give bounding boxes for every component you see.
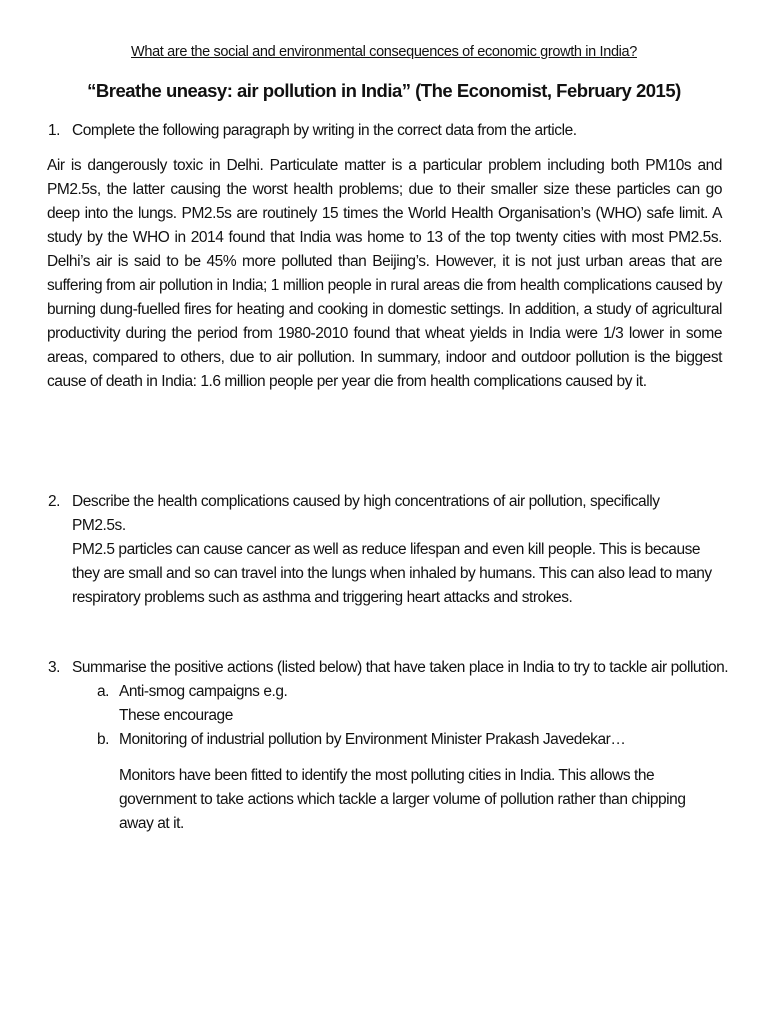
question-number: 3. [48,659,61,676]
sub-item-b [97,728,732,836]
document-title: What are the social and environmental consequences of economic growth in India? [131,44,637,60]
question-prompt: Summarise the positive actions (listed below) that have taken place in India to try to tackle air pollution. [72,659,729,676]
sub-item-answer: Monitors have been fitted to identify the most polluting cities in India. This allows the government to take actions which tackle a larger volume of pollution rather than chipping away at it. [119,767,686,832]
question-1-answer-paragraph: Air is dangerously toxic in Delhi. Particulate matter is a particular problem including both PM10s and PM2.5s, the latter causing the worst health problems; due to their smaller size these particles can go deep into the lungs. PM2.5s are routinely 15 times the World Health Organisation’s (WHO) safe limit. A study by the WHO in 2014 found that India was home to 13 of the top twenty cities with most PM2.5s. Delhi’s air is said to be 45% more polluted than Beijing’s. However, it is not just urban areas that are suffering from air pollution in India; 1 million people in rural areas die from health complications caused by burning dung-fuelled fires for heating and cooking in domestic settings. In addition, a study of agricultural productivity during the period from 1980-2010 found that wheat yields in India were 1/3 lower in some areas, compared to others, due to air pollution. In summary, indoor and outdoor pollution is the biggest cause of death in India: 1.6 million people per year die from health complications caused by it. [47,157,722,390]
question-prompt: Complete the following paragraph by writing in the correct data from the article. [72,122,577,139]
question-3 [48,656,732,836]
question-1 [48,119,732,143]
question-answer: PM2.5 particles can cause cancer as well as reduce lifespan and even kill people. This is because they are small and so can travel into the lungs when inhaled by humans. This can also lead to many respiratory problems such as asthma and triggering heart attacks and strokes. [72,541,712,606]
question-number: 2. [48,493,61,510]
article-heading: “Breathe uneasy: air pollution in India” (The Economist, February 2015) [87,80,681,101]
question-prompt: Describe the health complications caused by high concentrations of air pollution, specifically PM2.5s. [72,493,660,534]
question-number: 1. [48,122,61,139]
sub-item-letter: a. [97,683,110,700]
question-2 [48,490,712,610]
sub-item-letter: b. [97,731,110,748]
sub-item-label: Anti-smog campaigns e.g. [119,683,288,700]
sub-item-label: Monitoring of industrial pollution by Environment Minister Prakash Javedekar… [119,731,626,748]
sub-item-a [97,680,732,728]
sub-item-answer: These encourage [119,707,233,724]
